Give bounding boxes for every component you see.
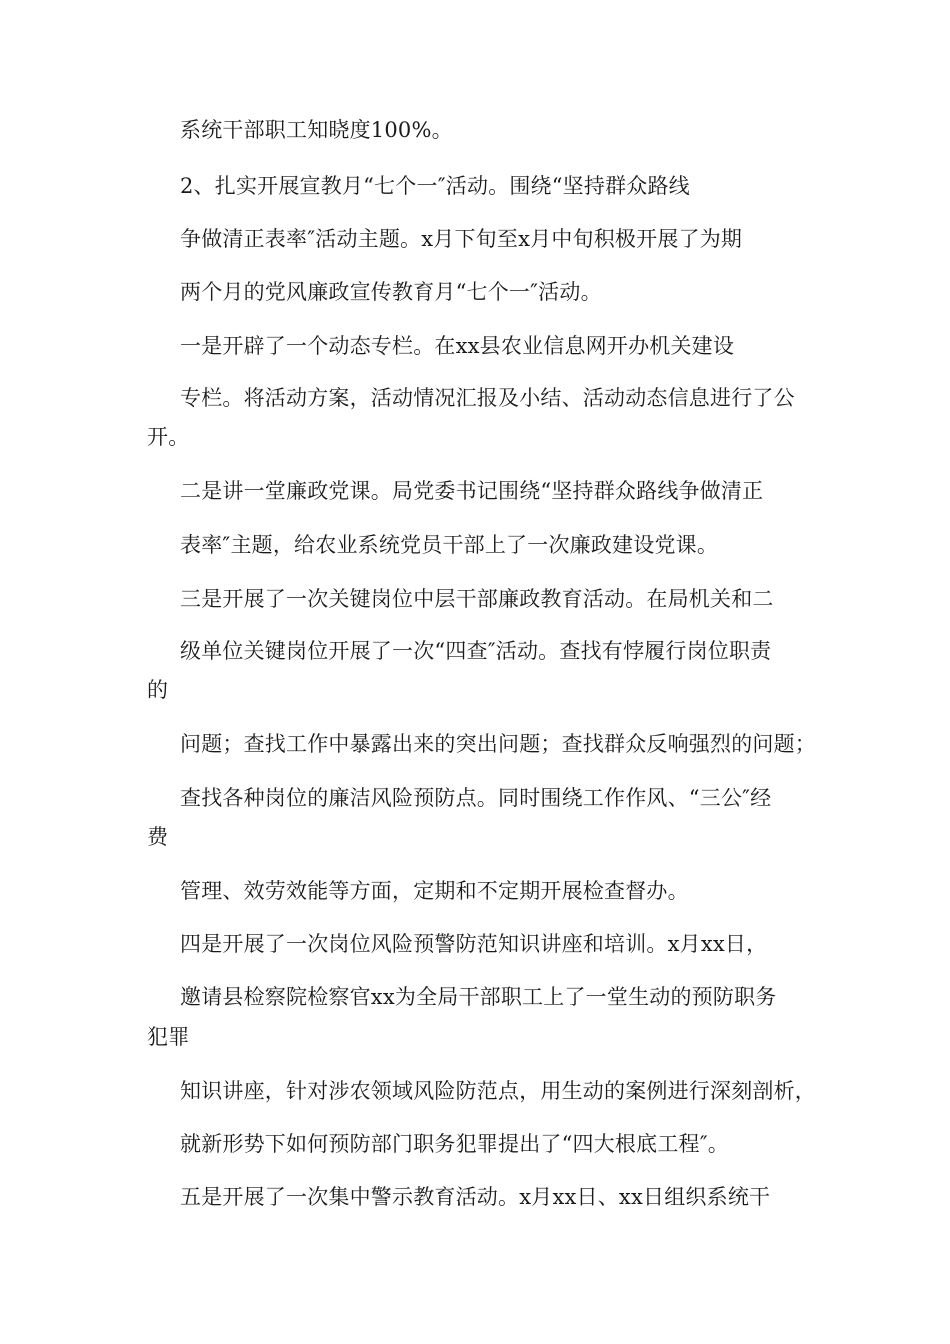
text-line: 表率″主题，给农业系统党员干部上了一次廉政建设党课。 bbox=[180, 533, 719, 557]
text-line: 三是开展了一次关键岗位中层干部廉政教育活动。在局机关和二 bbox=[180, 587, 774, 611]
text-line: 知识讲座，针对涉农领域风险防范点，用生动的案例进行深刻剖析， bbox=[180, 1079, 816, 1103]
text-line: 费 bbox=[147, 825, 169, 849]
text-line: 系统干部职工知晓度100%。 bbox=[180, 118, 453, 142]
text-line: 就新形势下如何预防部门职务犯罪提出了“四大根底工程″。 bbox=[180, 1132, 729, 1156]
text-line: 级单位关键岗位开展了一次“四查″活动。查找有悖履行岗位职责 bbox=[180, 639, 772, 663]
text-line: 两个月的党风廉政宣传教育月“七个一″活动。 bbox=[180, 280, 602, 304]
text-line: 争做清正表率″活动主题。x月下旬至x月中旬积极开展了为期 bbox=[180, 227, 743, 251]
text-line: 开。 bbox=[147, 425, 190, 449]
text-line: 2、扎实开展宣教月“七个一″活动。围绕“坚持群众路线 bbox=[180, 174, 690, 198]
text-line: 问题；查找工作中暴露出来的突出问题；查找群众反响强烈的问题； bbox=[180, 732, 816, 756]
text-line: 犯罪 bbox=[147, 1025, 190, 1049]
text-line: 查找各种岗位的廉洁风险预防点。同时围绕工作作风、“三公″经 bbox=[180, 786, 772, 810]
text-line: 二是讲一堂廉政党课。局党委书记围绕“坚持群众路线争做清正 bbox=[180, 479, 764, 503]
text-line: 五是开展了一次集中警示教育活动。x月xx日、xx日组织系统干 bbox=[180, 1185, 771, 1209]
text-line: 四是开展了一次岗位风险预警防范知识讲座和培训。x月xx日， bbox=[180, 932, 768, 956]
text-line: 专栏。将活动方案，活动情况汇报及小结、活动动态信息进行了公 bbox=[180, 386, 795, 410]
text-line: 一是开辟了一个动态专栏。在xx县农业信息网开办机关建设 bbox=[180, 334, 735, 358]
text-line: 管理、效劳效能等方面，定期和不定期开展检查督办。 bbox=[180, 879, 689, 903]
text-line: 的 bbox=[147, 678, 169, 702]
text-line: 邀请县检察院检察官xx为全局干部职工上了一堂生动的预防职务 bbox=[180, 985, 777, 1009]
